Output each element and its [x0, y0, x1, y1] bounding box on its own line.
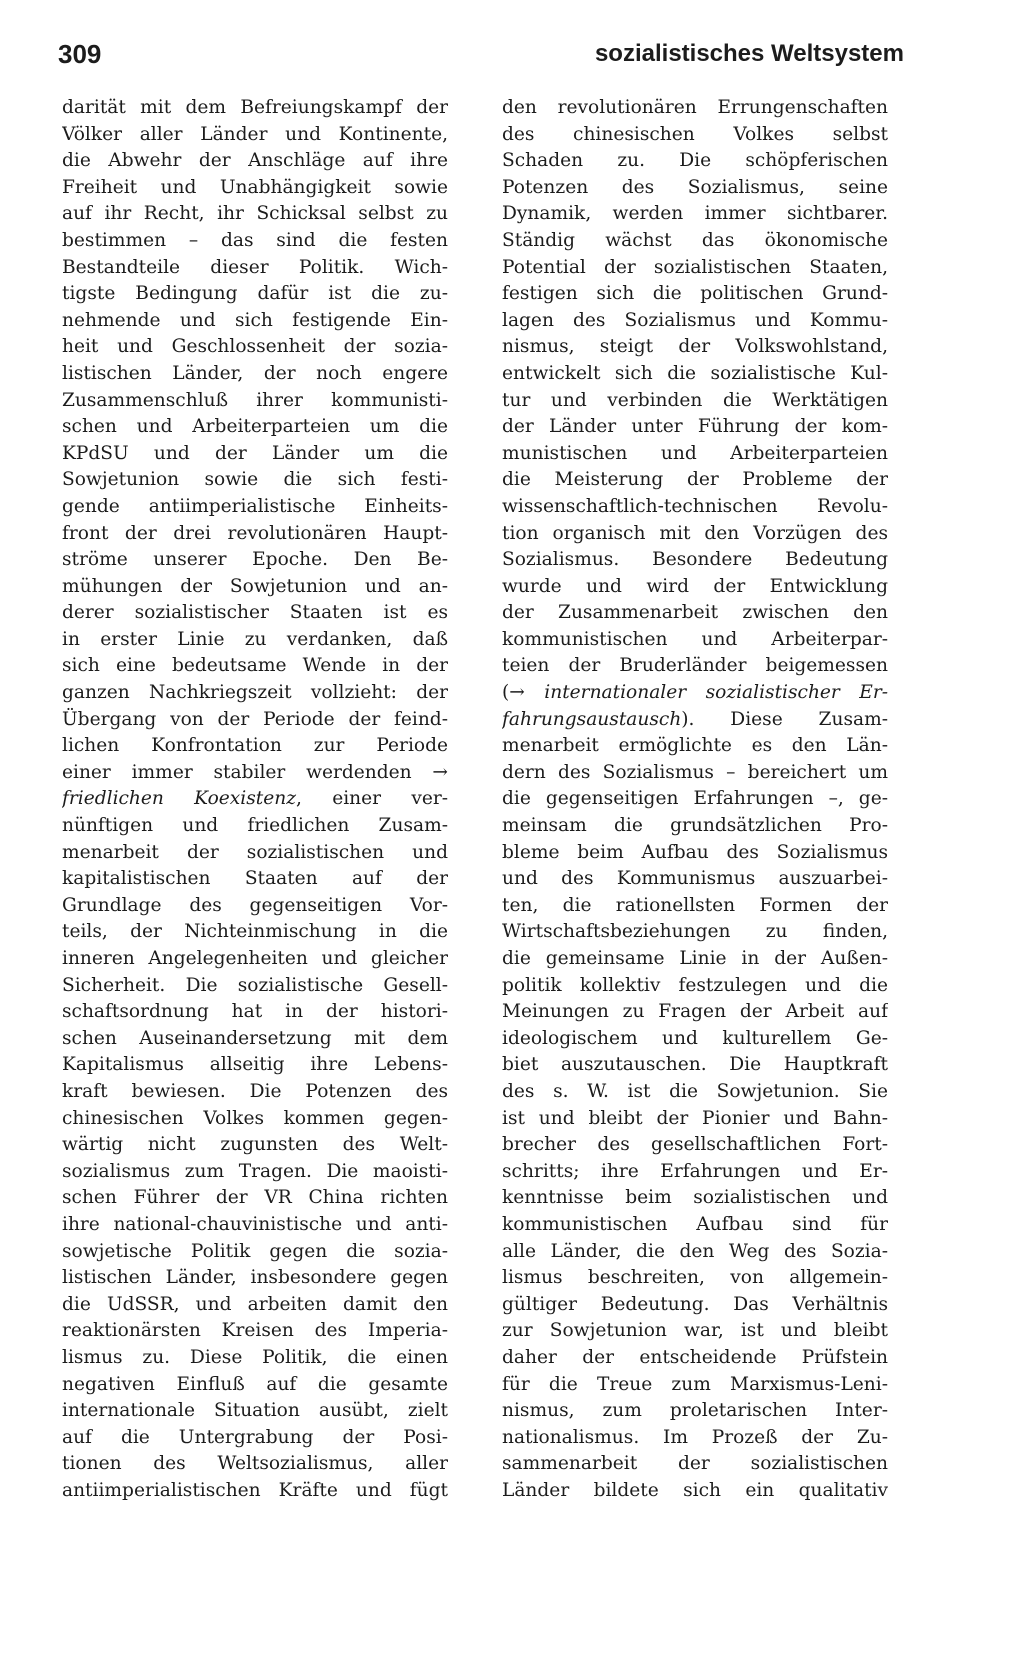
text-line: der Zusammenarbeit zwischen den: [502, 602, 888, 624]
text-line: meinsam die grundsätzlichen Pro-: [502, 815, 888, 837]
text-line: Sozialismus. Besondere Bedeutung: [502, 549, 888, 571]
text-line: in erster Linie zu verdanken, daß: [62, 628, 448, 650]
text-line: wurde und wird der Entwicklung: [502, 575, 888, 597]
text-line: tionen des Weltsozialismus, aller: [62, 1453, 448, 1475]
text-line: teils, der Nichteinmischung in die: [62, 921, 448, 943]
text-line: wissenschaftlich-technischen Revolu-: [502, 495, 888, 517]
text-line: Grundlage des gegenseitigen Vor-: [62, 894, 448, 916]
text-line: einer immer stabiler werdenden →: [62, 761, 448, 783]
cross-reference-term[interactable]: friedlichen Koexistenz: [62, 788, 296, 810]
cross-reference-term[interactable]: internationaler sozialistischer Er-: [544, 682, 888, 704]
text-line: für die Treue zum Marxismus-Leni-: [502, 1373, 888, 1395]
text-line: Sowjetunion sowie die sich festi-: [62, 469, 448, 491]
text-column-left: [62, 95, 448, 1504]
text-line: tigste Bedingung dafür ist die zu-: [62, 283, 448, 305]
text-line: Wirtschaftsbeziehungen zu finden,: [502, 921, 888, 943]
text-line: fahrungsaustausch). Diese Zusam-: [502, 708, 888, 730]
text-line: Dynamik, werden immer sichtbarer.: [502, 203, 888, 225]
text-line: Länder bildete sich ein qualitativ: [502, 1479, 888, 1501]
text-line: munistischen und Arbeiterparteien: [502, 442, 888, 464]
text-line: teien der Bruderländer beigemessen: [502, 655, 888, 677]
text-line: menarbeit ermöglichte es den Län-: [502, 735, 888, 757]
text-line: tur und verbinden die Werktätigen: [502, 389, 888, 411]
text-line: Völker aller Länder und Kontinente,: [62, 123, 448, 145]
text-line: die Abwehr der Anschläge auf ihre: [62, 150, 448, 172]
text-line: und des Kommunismus auszuarbei-: [502, 868, 888, 890]
text-line: heit und Geschlossenheit der sozia-: [62, 336, 448, 358]
text-line: KPdSU und der Länder um die: [62, 442, 448, 464]
text-line: daher der entscheidende Prüfstein: [502, 1346, 888, 1368]
text-line: brecher des gesellschaftlichen Fort-: [502, 1134, 888, 1156]
text-line: schen Auseinandersetzung mit dem: [62, 1027, 448, 1049]
text-line: Schaden zu. Die schöpferischen: [502, 150, 888, 172]
text-line: front der drei revolutionären Haupt-: [62, 522, 448, 544]
text-line: politik kollektiv festzulegen und die: [502, 974, 888, 996]
text-line: kapitalistischen Staaten auf der: [62, 868, 448, 890]
text-line: Sicherheit. Die sozialistische Gesell-: [62, 974, 448, 996]
text-line: listischen Länder, der noch engere: [62, 362, 448, 384]
text-line: auf ihr Recht, ihr Schicksal selbst zu: [62, 203, 448, 225]
text-line: (→ internationaler sozialistischer Er-: [502, 682, 888, 704]
text-line: bleme beim Aufbau des Sozialismus: [502, 841, 888, 863]
text-line: festigen sich die politischen Grund-: [502, 283, 888, 305]
text-line: chinesischen Volkes kommen gegen-: [62, 1107, 448, 1129]
text-line: menarbeit der sozialistischen und: [62, 841, 448, 863]
text-line: nismus, zum proletarischen Inter-: [502, 1400, 888, 1422]
text-line: Zusammenschluß ihrer kommunisti-: [62, 389, 448, 411]
text-line: friedlichen Koexistenz, einer ver-: [62, 788, 448, 810]
text-line: den revolutionären Errungenschaften: [502, 97, 888, 118]
text-line: kraft bewiesen. Die Potenzen des: [62, 1080, 448, 1102]
text-line: des s. W. ist die Sowjetunion. Sie: [502, 1080, 888, 1102]
text-line: entwickelt sich die sozialistische Kul-: [502, 362, 888, 384]
text-line: biet auszutauschen. Die Hauptkraft: [502, 1054, 888, 1076]
text-line: sozialismus zum Tragen. Die maoisti-: [62, 1160, 448, 1182]
text-line: die UdSSR, und arbeiten damit den: [62, 1293, 448, 1315]
text-line: auf die Untergrabung der Posi-: [62, 1426, 448, 1448]
text-line: bestimmen – das sind die festen: [62, 229, 448, 251]
text-line: zur Sowjetunion war, ist und bleibt: [502, 1320, 888, 1342]
text-line: nismus, steigt der Volkswohlstand,: [502, 336, 888, 358]
text-line: der Länder unter Führung der kom-: [502, 416, 888, 438]
text-line: antiimperialistischen Kräfte und fügt: [62, 1479, 448, 1501]
text-line: schaftsordnung hat in der histori-: [62, 1001, 448, 1023]
text-line: darität mit dem Befreiungskampf der: [62, 97, 448, 118]
text-line: lismus beschreiten, von allgemein-: [502, 1267, 888, 1289]
text-line: alle Länder, die den Weg des Sozia-: [502, 1240, 888, 1262]
text-line: lismus zu. Diese Politik, die einen: [62, 1346, 448, 1368]
text-line: schen Führer der VR China richten: [62, 1187, 448, 1209]
text-line: negativen Einfluß auf die gesamte: [62, 1373, 448, 1395]
text-line: lichen Konfrontation zur Periode: [62, 735, 448, 757]
text-line: sich eine bedeutsame Wende in der: [62, 655, 448, 677]
text-line: schen und Arbeiterparteien um die: [62, 416, 448, 438]
text-line: internationale Situation ausübt, zielt: [62, 1400, 448, 1422]
text-line: die gegenseitigen Erfahrungen –, ge-: [502, 788, 888, 810]
text-line: kommunistischen und Arbeiterpar-: [502, 628, 888, 650]
text-line: ihre national-chauvinistische und anti-: [62, 1213, 448, 1235]
text-line: wärtig nicht zugunsten des Welt-: [62, 1134, 448, 1156]
text-line: ist und bleibt der Pionier und Bahn-: [502, 1107, 888, 1129]
text-line: listischen Länder, insbesondere gegen: [62, 1267, 448, 1289]
text-line: gende antiimperialistische Einheits-: [62, 495, 448, 517]
text-line: sowjetische Politik gegen die sozia-: [62, 1240, 448, 1262]
text-line: des chinesischen Volkes selbst: [502, 123, 888, 145]
text-line: lagen des Sozialismus und Kommu-: [502, 309, 888, 331]
text-line: tion organisch mit den Vorzügen des: [502, 522, 888, 544]
text-line: inneren Angelegenheiten und gleicher: [62, 948, 448, 969]
text-line: sammenarbeit der sozialistischen: [502, 1453, 888, 1475]
text-line: Freiheit und Unabhängigkeit sowie: [62, 176, 448, 198]
text-line: ideologischem und kulturellem Ge-: [502, 1027, 888, 1049]
running-head: sozialistisches Weltsystem: [594, 40, 904, 67]
text-line: dern des Sozialismus – bereichert um: [502, 761, 888, 783]
text-line: reaktionärsten Kreisen des Imperia-: [62, 1320, 448, 1342]
text-line: die gemeinsame Linie in der Außen-: [502, 948, 888, 969]
cross-reference-term[interactable]: fahrungsaustausch: [502, 708, 682, 730]
text-line: Ständig wächst das ökonomische: [502, 229, 888, 251]
text-line: ganzen Nachkriegszeit vollzieht: der: [62, 682, 448, 704]
text-line: Kapitalismus allseitig ihre Lebens-: [62, 1054, 448, 1076]
text-line: Potential der sozialistischen Staaten,: [502, 256, 888, 278]
text-line: nehmende und sich festigende Ein-: [62, 309, 448, 331]
text-line: nationalismus. Im Prozeß der Zu-: [502, 1426, 888, 1448]
text-line: ströme unserer Epoche. Den Be-: [62, 549, 448, 571]
text-line: gültiger Bedeutung. Das Verhältnis: [502, 1293, 888, 1315]
text-line: kommunistischen Aufbau sind für: [502, 1213, 888, 1235]
text-line: schritts; ihre Erfahrungen und Er-: [502, 1160, 888, 1182]
text-line: ten, die rationellsten Formen der: [502, 894, 888, 916]
text-line: derer sozialistischer Staaten ist es: [62, 602, 448, 624]
text-line: Meinungen zu Fragen der Arbeit auf: [502, 1001, 888, 1023]
text-line: mühungen der Sowjetunion und an-: [62, 575, 448, 597]
text-line: Bestandteile dieser Politik. Wich-: [62, 256, 448, 278]
text-line: nünftigen und friedlichen Zusam-: [62, 815, 448, 837]
text-column-right: [502, 95, 888, 1504]
text-line: Übergang von der Periode der feind-: [62, 708, 448, 730]
text-line: Potenzen des Sozialismus, seine: [502, 176, 888, 198]
text-line: die Meisterung der Probleme der: [502, 469, 888, 491]
page-number: 309: [58, 39, 102, 69]
text-line: kenntnisse beim sozialistischen und: [502, 1187, 888, 1209]
